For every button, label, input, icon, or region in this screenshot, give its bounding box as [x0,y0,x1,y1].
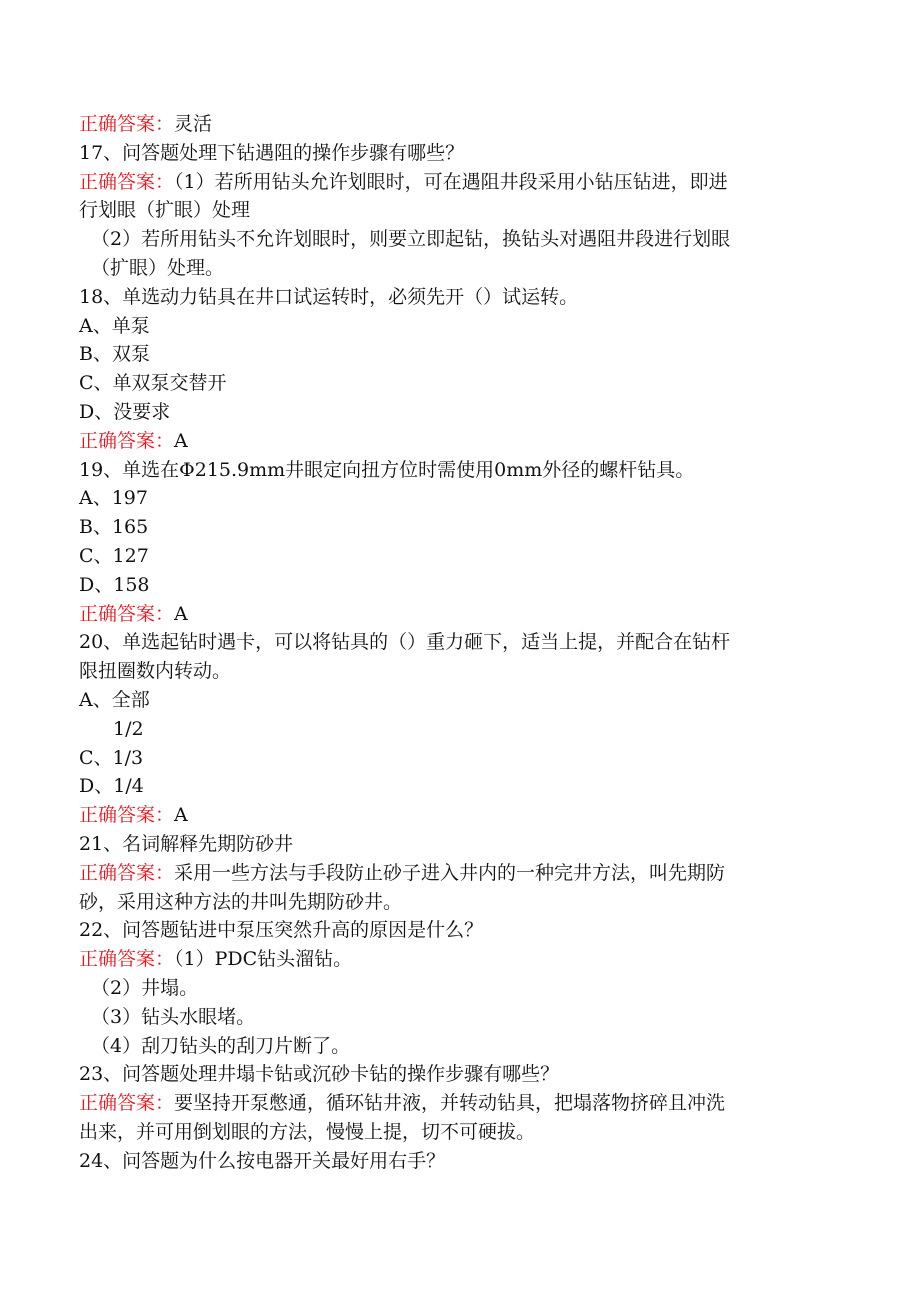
answer-continuation: （扩眼）处理。 [91,256,225,279]
option-b: B、165 [79,516,149,539]
question-19: 19、单选在Φ215.9mm井眼定向扭方位时需使用0mm外径的螺杆钻具。 [79,458,695,481]
answer-line [79,110,839,139]
question-23: 23、问答题处理井塌卡钻或沉砂卡钻的操作步骤有哪些？ [79,1063,560,1086]
answer-text: 要坚持开泵憋通，循环钻井液，并转动钻具，把塌落物挤碎且冲洗 [174,1092,726,1115]
answer-label: 正确答案： [79,1092,175,1115]
answer-text: （1）若所用钻头允许划眼时，可在遇阻井段采用小钻压钻进，即进 [174,170,728,193]
option-d: D、158 [79,573,150,596]
option-d: D、1/4 [79,775,144,798]
answer-continuation: 行划眼（扩眼）处理 [79,199,251,222]
answer-line [79,1089,839,1118]
answer-line [79,600,839,629]
answer-continuation: （4）刮刀钻头的刮刀片断了。 [91,1034,351,1057]
answer-line [79,945,839,974]
option-a: A、单泵 [79,314,150,337]
answer-label: 正确答案： [79,804,175,827]
question-24: 24、问答题为什么按电器开关最好用右手？ [79,1149,446,1172]
option-d: D、没要求 [79,400,171,423]
answer-label: 正确答案： [79,113,175,135]
answer-text: 采用一些方法与手段防止砂子进入井内的一种完井方法，叫先期防 [174,861,726,884]
question-continuation: 限扭圈数内转动。 [79,660,232,683]
question-17: 17、问答题处理下钻遇阻的操作步骤有哪些？ [79,141,465,164]
answer-continuation: 砂，采用这种方法的井叫先期防砂井。 [79,890,403,913]
answer-text: A [174,602,188,625]
option-c: C、单双泵交替开 [79,372,227,395]
answer-continuation: 出来，并可用倒划眼的方法，慢慢上提，切不可硬拔。 [79,1120,536,1143]
question-21: 21、名词解释先期防砂井 [79,832,294,855]
answer-line [79,168,839,197]
answer-continuation: （3）钻头水眼堵。 [91,1005,256,1028]
answer-label: 正确答案： [79,948,175,971]
answer-text: （1）PDC钻头溜钻。 [174,948,353,971]
answer-text: 灵活 [174,113,213,135]
answer-line [79,427,839,456]
answer-line [79,801,839,830]
option-b: B、双泵 [79,343,150,366]
question-18: 18、单选动力钻具在井口试运转时，必须先开（）试运转。 [79,285,579,308]
option-a: A、197 [79,487,148,510]
answer-continuation: （2）若所用钻头不允许划眼时，则要立即起钻，换钻头对遇阻井段进行划眼 [91,228,731,251]
option-c: C、127 [79,544,149,567]
option-a: A、全部 [79,688,150,711]
question-22: 22、问答题钻进中泵压突然升高的原因是什么？ [79,919,484,942]
answer-label: 正确答案： [79,861,175,884]
answer-text: A [174,804,188,827]
answer-label: 正确答案： [79,602,175,625]
answer-continuation: （2）井塌。 [91,976,199,999]
option-b: 1/2 [113,717,144,740]
question-20: 20、单选起钻时遇卡，可以将钻具的（）重力砸下，适当上提，并配合在钻杆 [79,631,731,654]
answer-text: A [174,429,188,452]
answer-line [79,859,839,888]
answer-label: 正确答案： [79,170,175,193]
document-page [79,110,839,1175]
answer-label: 正确答案： [79,429,175,452]
option-c: C、1/3 [79,746,144,769]
